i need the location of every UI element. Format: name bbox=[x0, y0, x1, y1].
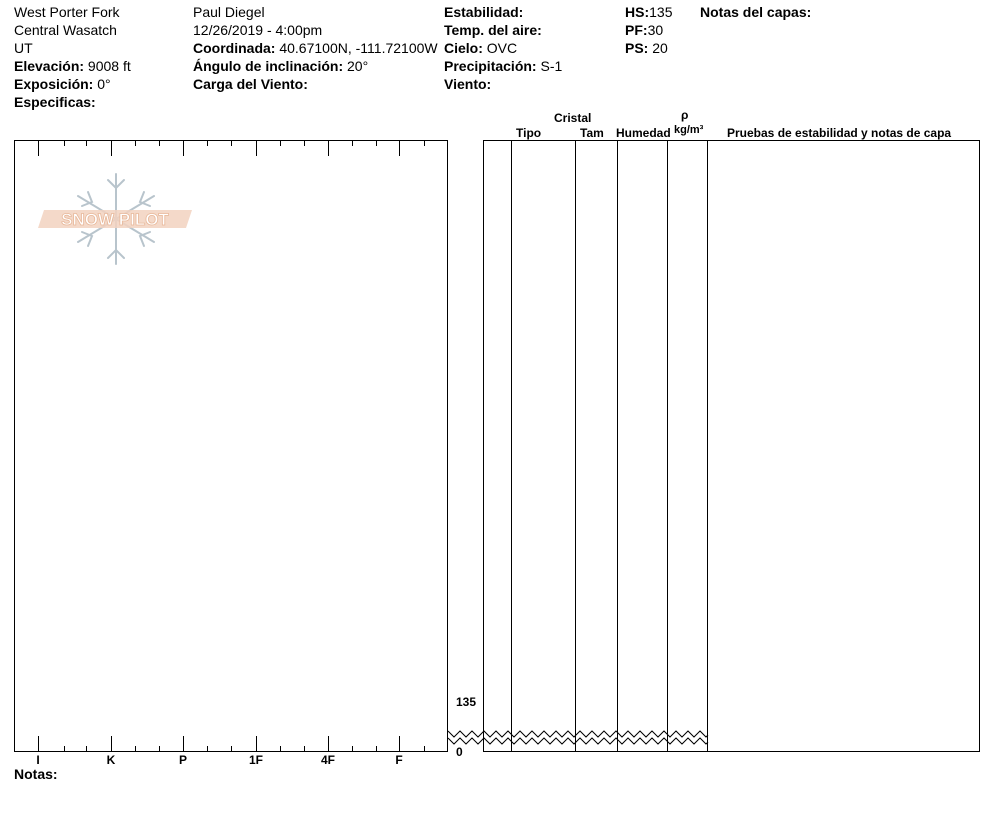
header-type: Tipo bbox=[516, 126, 542, 140]
column-divider-tests bbox=[707, 140, 708, 752]
ps-label: PS: bbox=[625, 40, 649, 56]
hardness-label-4f: 4F bbox=[320, 753, 336, 767]
air-temp-label: Temp. del aire: bbox=[444, 22, 542, 38]
precip-label: Precipitación: bbox=[444, 58, 537, 74]
snowpilot-logo-text: SNOW PILOT bbox=[61, 210, 169, 229]
pf-label: PF: bbox=[625, 22, 648, 38]
wind-load-label: Carga del Viento: bbox=[193, 76, 308, 92]
hardness-label-f: F bbox=[395, 753, 403, 767]
aspect-label: Exposición: bbox=[14, 76, 94, 92]
notes-label: Notas: bbox=[14, 766, 58, 782]
wind-label: Viento: bbox=[444, 76, 492, 92]
slope-value: 20° bbox=[347, 58, 369, 74]
hs-label: HS: bbox=[625, 4, 650, 20]
depth-bottom-label: 0 bbox=[456, 745, 463, 759]
column-divider-moisture bbox=[617, 140, 618, 752]
header-density-unit: kg/m³ bbox=[674, 124, 704, 136]
header-crystal: Cristal bbox=[554, 111, 592, 125]
aspect-value: 0° bbox=[97, 76, 111, 92]
column-divider-size bbox=[575, 140, 576, 752]
elevation-value: 9008 ft bbox=[87, 58, 131, 74]
elevation-label: Elevación: bbox=[14, 58, 85, 74]
coordinates-label: Coordinada: bbox=[193, 40, 276, 56]
snowpilot-logo bbox=[36, 170, 196, 270]
hardness-label-i: I bbox=[36, 753, 40, 767]
sky-value: OVC bbox=[486, 40, 518, 56]
mountain-range: Central Wasatch bbox=[14, 22, 117, 38]
sky-label: Cielo: bbox=[444, 40, 483, 56]
header-tests: Pruebas de estabilidad y notas de capa bbox=[727, 126, 952, 140]
layer-table bbox=[483, 140, 980, 752]
precip-value: S-1 bbox=[540, 58, 563, 74]
observation-datetime: 12/26/2019 - 4:00pm bbox=[193, 22, 323, 38]
ps-value: 20 bbox=[652, 40, 668, 56]
slope-label: Ángulo de inclinación: bbox=[193, 58, 344, 74]
observer-name: Paul Diegel bbox=[193, 4, 265, 20]
location-name: West Porter Fork bbox=[14, 4, 120, 20]
column-divider-type bbox=[511, 140, 512, 752]
stability-label: Estabilidad: bbox=[444, 4, 524, 20]
header-rho: ρ bbox=[681, 108, 689, 122]
hardness-label-k: K bbox=[106, 753, 116, 767]
state: UT bbox=[14, 40, 33, 56]
hardness-label-p: P bbox=[178, 753, 188, 767]
column-divider-density bbox=[667, 140, 668, 752]
layer-notes-label: Notas del capas: bbox=[700, 4, 812, 20]
specifics-label: Especificas: bbox=[14, 94, 96, 110]
header-size: Tam bbox=[580, 126, 604, 140]
coordinates-value: 40.67100N, -111.72100W bbox=[279, 40, 438, 56]
header-moisture: Humedad bbox=[616, 126, 671, 140]
hardness-label-1f: 1F bbox=[248, 753, 264, 767]
pf-value: 30 bbox=[647, 22, 664, 38]
depth-top-label: 135 bbox=[456, 695, 477, 709]
hs-value: 135 bbox=[649, 4, 673, 20]
